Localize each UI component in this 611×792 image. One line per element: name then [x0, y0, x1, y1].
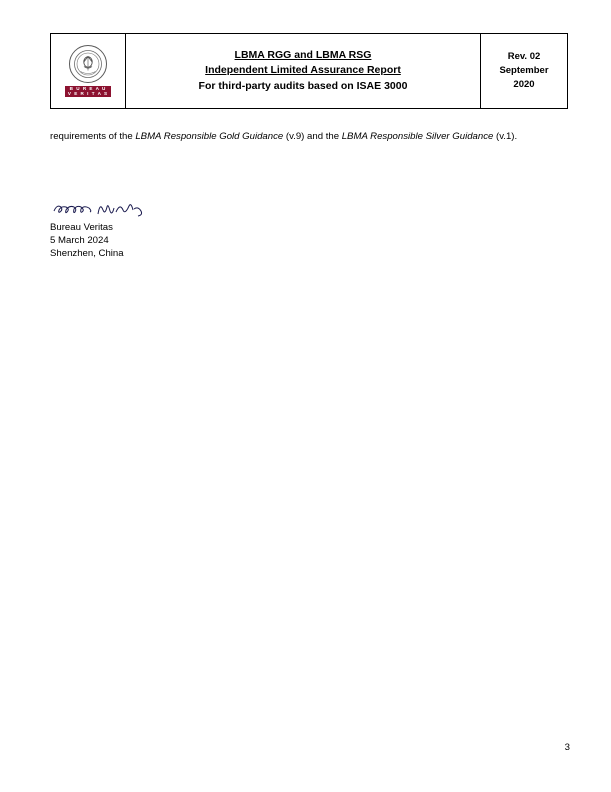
signature-date: 5 March 2024: [50, 235, 109, 247]
paragraph-text-prefix: requirements of the: [50, 130, 136, 142]
bureau-veritas-seal-icon: [69, 45, 107, 83]
logo-wordmark: [65, 86, 111, 97]
paragraph-text-mid: (v.9) and the: [283, 130, 342, 142]
signature-details: [50, 221, 350, 260]
logo-wordmark-line-2: V E R I T A S: [67, 91, 109, 97]
logo-wordmark-line-1: B U R E A U: [69, 86, 107, 92]
revision-line-1: Rev. 02: [507, 51, 541, 63]
header-row: [51, 34, 568, 109]
page-number: 3: [564, 742, 570, 753]
bureau-veritas-logo: [51, 45, 125, 97]
header-title-cell: [126, 34, 481, 109]
handwritten-signature: [50, 198, 150, 220]
document-header-table: [50, 33, 568, 109]
paragraph-text-suffix: (v.1).: [493, 130, 518, 142]
header-title-line-3: For third-party audits based on ISAE 3000: [198, 79, 408, 92]
body-paragraph: [50, 130, 560, 144]
header-revision-cell: [481, 34, 568, 109]
header-title-line-2: Independent Limited Assurance Report: [205, 64, 401, 77]
signature-block: [50, 198, 350, 260]
revision-line-3: 2020: [513, 78, 535, 90]
signature-company: Bureau Veritas: [50, 222, 113, 233]
guidance-title-silver: LBMA Responsible Silver Guidance: [341, 130, 494, 142]
revision-line-2: September: [499, 65, 549, 77]
logo-cell: [51, 34, 126, 109]
signature-location: Shenzhen, China: [50, 248, 124, 260]
guidance-title-gold: LBMA Responsible Gold Guidance: [135, 130, 284, 142]
header-title-line-1: LBMA RGG and LBMA RSG: [234, 49, 372, 62]
